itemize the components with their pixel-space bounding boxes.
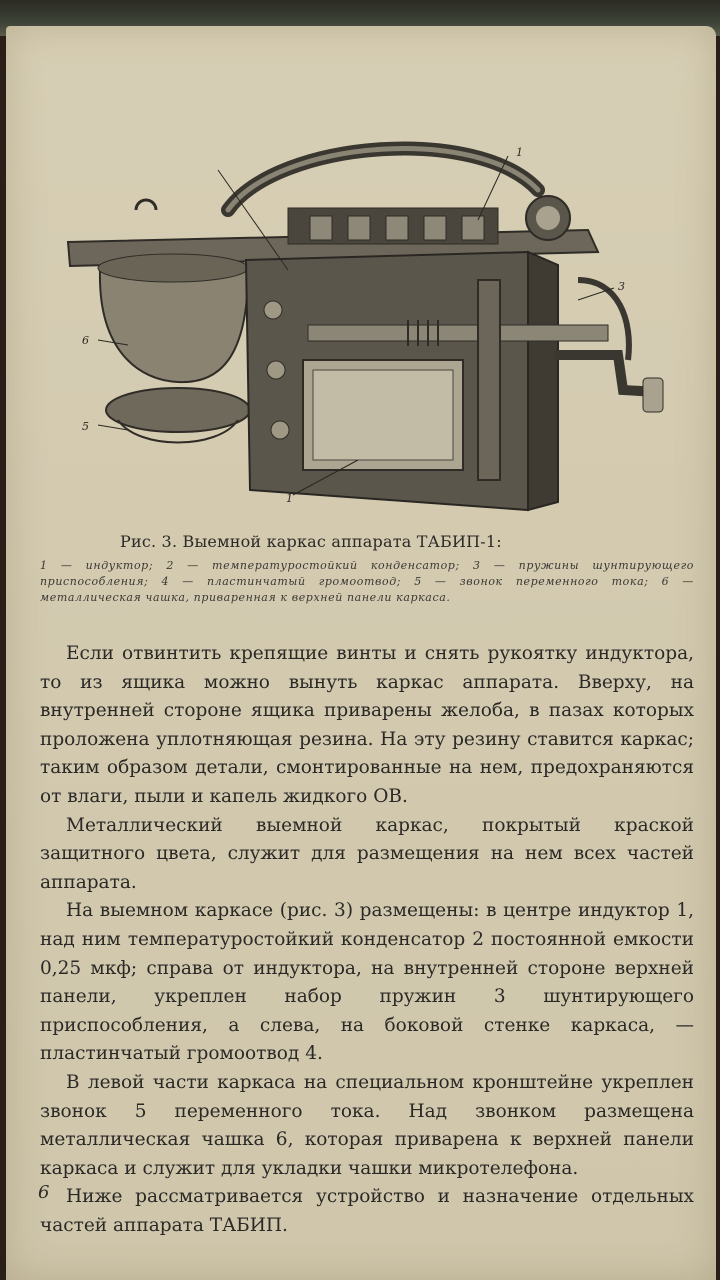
paragraph: Ниже рассматривается устройство и назначение отдельных частей аппарата ТАБИП. — [40, 1186, 694, 1236]
figure-caption-title: Рис. 3. Выемной каркас аппарата ТАБИП-1: — [120, 532, 502, 551]
paragraph: В левой части каркаса на специальном кронштейне укреплен звонок 5 переменного тока. Над звонком размещена металлическая чашка 6, которая приварена к верхней панели каркаса и служит для укладки чашки микротелефона. — [40, 1071, 694, 1179]
page-number: 6 — [38, 1182, 50, 1203]
callout-6: 6 — [82, 334, 89, 347]
paragraph: На выемном каркасе (рис. 3) размещены: в центре индуктор 1, над ним температуростойкий конденсатор 2 постоянной емкости 0,25 мкф; справа от индуктора, на внутренней стороне верхней панели, укреплен набор пружин 3 шунтирующего приспособления, а слева, на боковой стенке каркаса, — пластинчатый громоотвод 4. — [40, 900, 694, 1065]
callout-1-top: 1 — [516, 146, 523, 159]
body-text — [40, 640, 694, 1240]
figure-legend: 1 — индуктор; 2 — температуростойкий конденсатор; 3 — пружины шунтирующего приспособления; 4 — пластинчатый громоотвод; 5 — звонок переменного тока; 6 — металлическая чашка, приваренная к верхней панели каркаса. — [40, 559, 694, 604]
paragraph: Металлический выемной каркас, покрытый краской защитного цвета, служит для размещения на нем всех частей аппарата. — [40, 814, 694, 893]
callout-5: 5 — [82, 420, 89, 433]
callout-1-bottom: 1 — [286, 492, 293, 505]
apparatus-illustration — [58, 130, 668, 520]
paragraph: Если отвинтить крепящие винты и снять рукоятку индуктора, то из ящика можно вынуть каркас аппарата. Вверху, на внутренней стороне ящика приварены желоба, в пазах которых проложена уплотняющая резина. На эту резину ставится каркас; таким образом детали, смонтированные на нем, предохраняются от влаги, пыли и капель жидкого ОВ. — [40, 643, 694, 807]
callout-3: 3 — [618, 280, 625, 293]
